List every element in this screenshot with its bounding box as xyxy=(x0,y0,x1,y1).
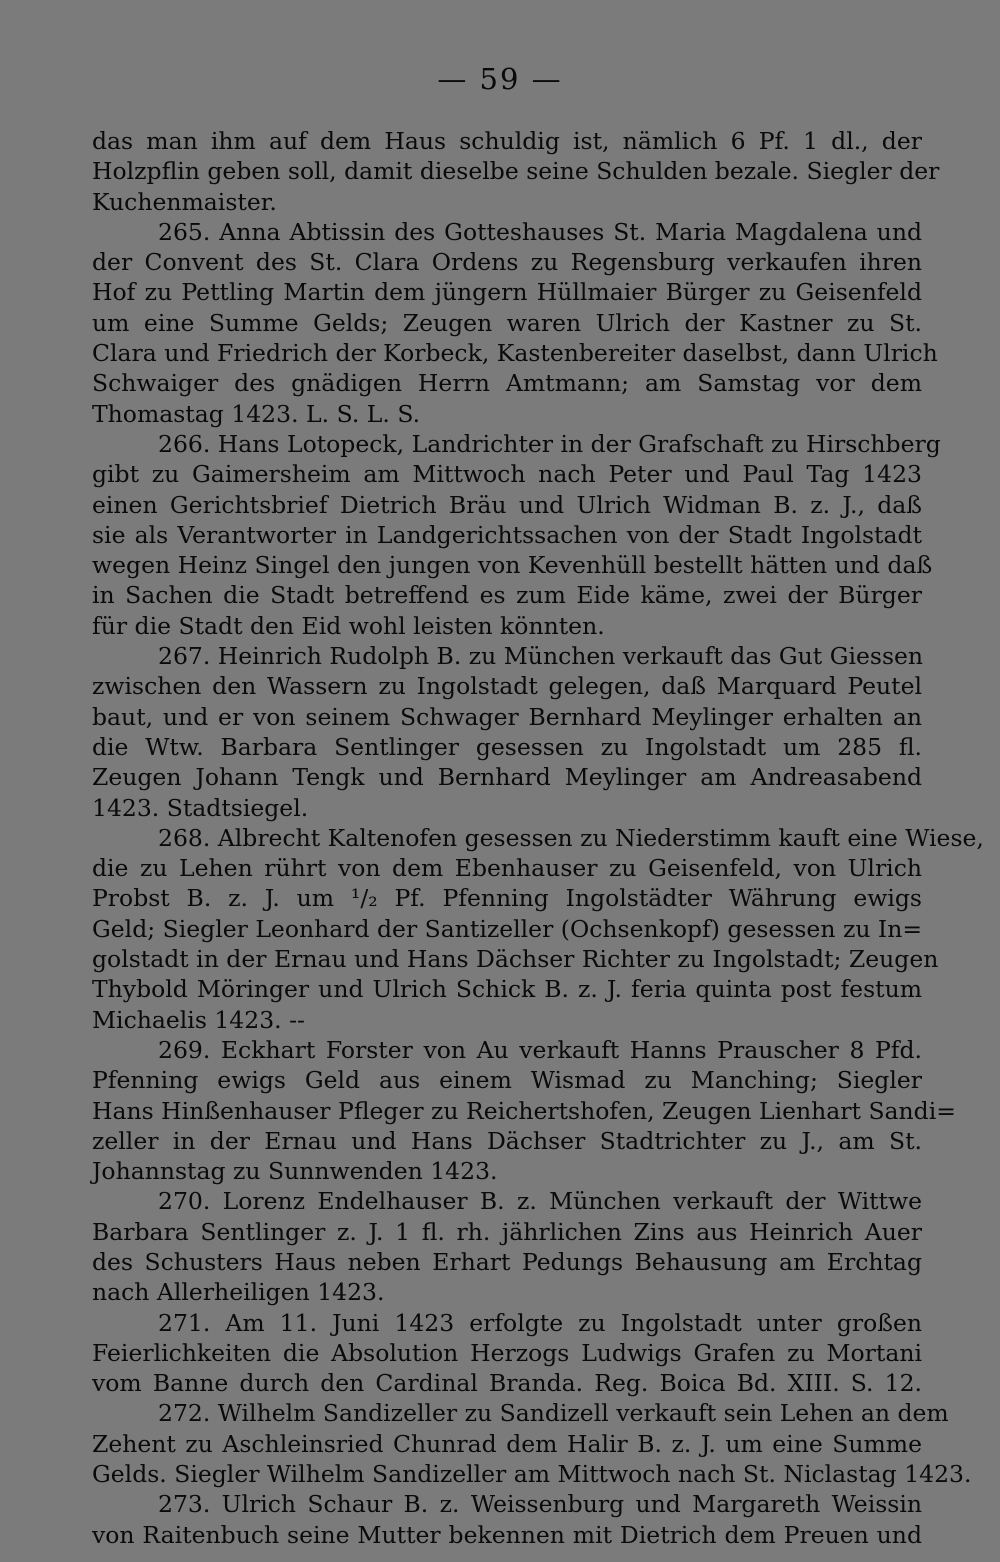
text-line: zeller in der Ernau und Hans Dächser Stadtrichter zu J., am St. xyxy=(92,1126,922,1155)
text-line: Holzpflin geben soll, damit dieselbe seine Schulden bezale. Siegler der xyxy=(92,157,940,186)
text-line: 1423. Stadtsiegel. xyxy=(92,793,309,822)
text-line: 271. Am 11. Juni 1423 erfolgte zu Ingolstadt unter großen xyxy=(158,1308,922,1337)
text-line: nach Allerheiligen 1423. xyxy=(92,1278,385,1307)
text-line: in Sachen die Stadt betreffend es zum Eide käme, zwei der Bürger xyxy=(92,581,922,610)
text-line: 268. Albrecht Kaltenofen gesessen zu Niederstimm kauft eine Wiese, xyxy=(158,823,984,852)
text-line: Johannstag zu Sunnwenden 1423. xyxy=(92,1157,498,1186)
text-line: Thybold Möringer und Ulrich Schick B. z. J. feria quinta post festum xyxy=(92,975,922,1004)
text-line: Thomastag 1423. L. S. L. S. xyxy=(92,399,421,428)
body-text xyxy=(92,126,984,1550)
text-line: Kuchenmaister. xyxy=(92,187,277,216)
text-line: Zehent zu Aschleinsried Chunrad dem Halir B. z. J. um eine Summe xyxy=(92,1429,922,1458)
text-line: golstadt in der Ernau und Hans Dächser Richter zu Ingolstadt; Zeugen xyxy=(92,945,939,974)
text-line: Pfenning ewigs Geld aus einem Wismad zu Manching; Siegler xyxy=(92,1066,922,1095)
text-line: zwischen den Wassern zu Ingolstadt gelegen, daß Marquard Peutel xyxy=(92,672,922,701)
text-line: sie als Verantworter in Landgerichtssachen von der Stadt Ingolstadt xyxy=(92,520,922,549)
text-line: die zu Lehen rührt von dem Ebenhauser zu Geisenfeld, von Ulrich xyxy=(92,854,922,883)
text-line: 273. Ulrich Schaur B. z. Weissenburg und Margareth Weissin xyxy=(158,1490,922,1519)
text-line: gibt zu Gaimersheim am Mittwoch nach Peter und Paul Tag 1423 xyxy=(92,460,922,489)
text-line: 266. Hans Lotopeck, Landrichter in der Grafschaft zu Hirschberg xyxy=(158,429,941,458)
text-line: 269. Eckhart Forster von Au verkauft Hanns Prauscher 8 Pfd. xyxy=(158,1035,922,1064)
text-line: Hof zu Pettling Martin dem jüngern Hüllmaier Bürger zu Geisenfeld xyxy=(92,278,922,307)
text-line: Gelds. Siegler Wilhelm Sandizeller am Mittwoch nach St. Niclastag 1423. xyxy=(92,1460,972,1489)
text-line: Schwaiger des gnädigen Herrn Amtmann; am Samstag vor dem xyxy=(92,369,922,398)
text-line: des Schusters Haus neben Erhart Pedungs Behausung am Erchtag xyxy=(92,1247,922,1276)
text-line: Barbara Sentlinger z. J. 1 fl. rh. jährlichen Zins aus Heinrich Auer xyxy=(92,1217,922,1246)
text-line: die Wtw. Barbara Sentlinger gesessen zu Ingolstadt um 285 fl. xyxy=(92,732,922,761)
text-line: 272. Wilhelm Sandizeller zu Sandizell verkauft sein Lehen an dem xyxy=(158,1399,949,1428)
text-line: Clara und Friedrich der Korbeck, Kastenbereiter daselbst, dann Ulrich xyxy=(92,339,938,368)
text-line: 267. Heinrich Rudolph B. zu München verkauft das Gut Giessen xyxy=(158,642,924,671)
text-line: Geld; Siegler Leonhard der Santizeller (Ochsenkopf) gesessen zu In= xyxy=(92,914,923,943)
text-line: wegen Heinz Singel den jungen von Kevenhüll bestellt hätten und daß xyxy=(92,551,933,580)
text-line: das man ihm auf dem Haus schuldig ist, nämlich 6 Pf. 1 dl., der xyxy=(92,127,922,155)
text-line: 270. Lorenz Endelhauser B. z. München verkauft der Wittwe xyxy=(158,1187,922,1216)
text-line: Feierlichkeiten die Absolution Herzogs Ludwigs Grafen zu Mortani xyxy=(92,1338,922,1367)
text-line: Hans Hinßenhauser Pfleger zu Reichertshofen, Zeugen Lienhart Sandi= xyxy=(92,1096,956,1125)
text-line: der Convent des St. Clara Ordens zu Regensburg verkaufen ihren xyxy=(92,248,922,277)
text-line: von Raitenbuch seine Mutter bekennen mit Dietrich dem Preuen und xyxy=(92,1520,922,1549)
text-line: einen Gerichtsbrief Dietrich Bräu und Ulrich Widman B. z. J., daß xyxy=(92,490,922,519)
text-line: vom Banne durch den Cardinal Branda. Reg. Boica Bd. XIII. S. 12. xyxy=(92,1369,922,1398)
page-number: — 59 — xyxy=(437,62,563,96)
text-line: für die Stadt den Eid wohl leisten könnten. xyxy=(92,611,605,640)
text-line: Probst B. z. J. um ¹/₂ Pf. Pfenning Ingolstädter Währung ewigs xyxy=(92,884,922,913)
text-line: um eine Summe Gelds; Zeugen waren Ulrich der Kastner zu St. xyxy=(92,308,922,337)
text-line: Michaelis 1423. -- xyxy=(92,1005,305,1034)
text-line: baut, und er von seinem Schwager Bernhard Meylinger erhalten an xyxy=(92,702,922,731)
text-line: Zeugen Johann Tengk und Bernhard Meylinger am Andreasabend xyxy=(92,763,922,792)
text-line: 265. Anna Abtissin des Gotteshauses St. Maria Magdalena und xyxy=(158,217,922,246)
